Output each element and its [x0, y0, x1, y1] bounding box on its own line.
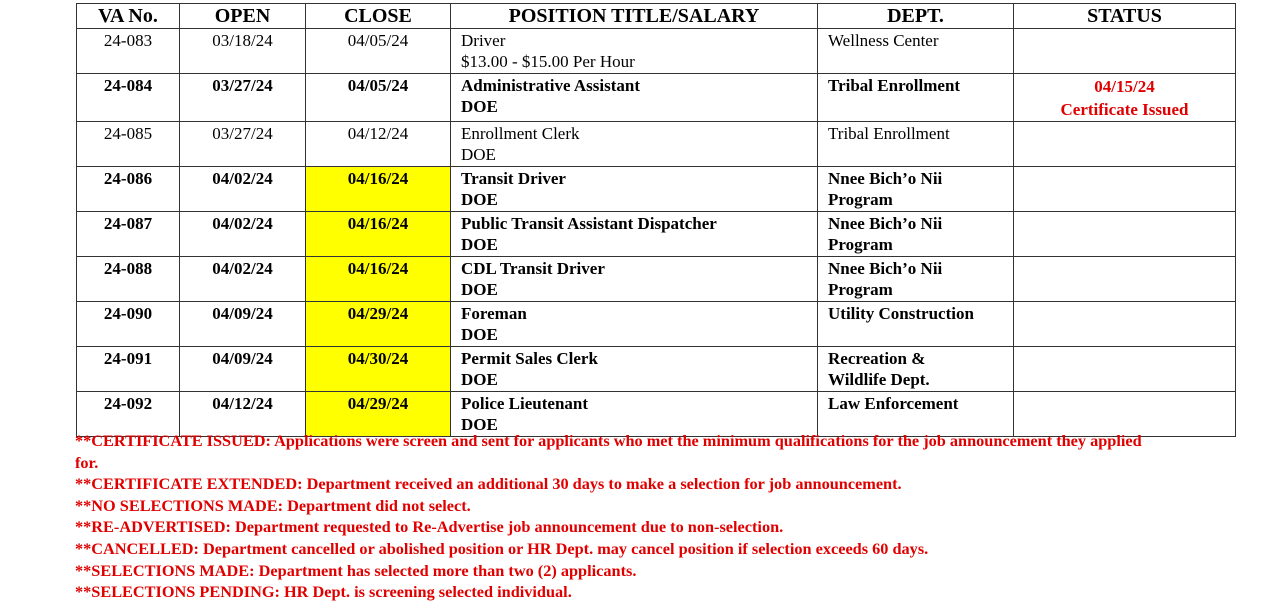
- table-row: [77, 302, 1236, 347]
- table-row: [77, 74, 1236, 122]
- header-status: STATUS: [1014, 4, 1236, 29]
- dept-name-line2: Program: [828, 235, 893, 254]
- position-salary: DOE: [461, 145, 496, 164]
- position-title: CDL Transit Driver: [461, 259, 605, 278]
- position-salary: $13.00 - $15.00 Per Hour: [461, 52, 635, 71]
- header-va-no: VA No.: [77, 4, 180, 29]
- status-cell: [1014, 212, 1236, 257]
- open-date: 04/09/24: [180, 302, 306, 347]
- va-number: 24-090: [77, 302, 180, 347]
- dept-cell: [818, 347, 1014, 392]
- position-salary: DOE: [461, 280, 498, 299]
- table-row: [77, 29, 1236, 74]
- position-title: Foreman: [461, 304, 527, 323]
- va-number: 24-088: [77, 257, 180, 302]
- open-date: 03/27/24: [180, 74, 306, 122]
- table-row: [77, 212, 1236, 257]
- position-salary: DOE: [461, 97, 498, 116]
- position-cell: [451, 122, 818, 167]
- dept-name: Utility Construction: [828, 304, 974, 323]
- position-salary: DOE: [461, 235, 498, 254]
- va-number: 24-083: [77, 29, 180, 74]
- header-open: OPEN: [180, 4, 306, 29]
- dept-name-line2: Program: [828, 280, 893, 299]
- dept-cell: [818, 212, 1014, 257]
- status-cell: [1014, 122, 1236, 167]
- note-selections-made: **SELECTIONS MADE: Department has selected more than two (2) applicants.: [75, 560, 637, 580]
- position-cell: [451, 167, 818, 212]
- dept-cell: [818, 122, 1014, 167]
- va-number: 24-091: [77, 347, 180, 392]
- note-selections-pending: **SELECTIONS PENDING: HR Dept. is screening selected individual.: [75, 582, 572, 602]
- va-number: 24-086: [77, 167, 180, 212]
- dept-cell: [818, 167, 1014, 212]
- status-text: Certificate Issued: [1060, 100, 1189, 119]
- close-date: 04/29/24: [306, 392, 451, 437]
- va-number: 24-085: [77, 122, 180, 167]
- status-date: 04/15/24: [1094, 77, 1155, 96]
- position-salary: DOE: [461, 325, 498, 344]
- dept-name: Tribal Enrollment: [828, 76, 961, 95]
- header-row: [77, 4, 1236, 29]
- open-date: 04/02/24: [180, 257, 306, 302]
- close-date: 04/05/24: [306, 29, 451, 74]
- status-cell: [1014, 29, 1236, 74]
- table-row: [77, 347, 1236, 392]
- position-title: Transit Driver: [461, 169, 566, 188]
- header-position: POSITION TITLE/SALARY: [451, 4, 818, 29]
- position-cell: [451, 257, 818, 302]
- open-date: 04/12/24: [180, 392, 306, 437]
- note-re-advertised: **RE-ADVERTISED: Department requested to Re-Advertise job announcement due to non-selection.: [75, 517, 784, 537]
- table-row: [77, 257, 1236, 302]
- status-cell: [1014, 347, 1236, 392]
- position-title: Enrollment Clerk: [461, 124, 580, 143]
- position-title: Police Lieutenant: [461, 394, 589, 413]
- position-title: Permit Sales Clerk: [461, 349, 598, 368]
- close-date: 04/16/24: [306, 212, 451, 257]
- position-salary: DOE: [461, 415, 498, 434]
- position-salary: DOE: [461, 190, 498, 209]
- position-title: Administrative Assistant: [461, 76, 640, 95]
- note-no-selections: **NO SELECTIONS MADE: Department did not select.: [75, 495, 471, 515]
- note-cancelled: **CANCELLED: Department cancelled or abolished position or HR Dept. may cancel position if selection exceeds 60 days.: [75, 538, 929, 558]
- note-certificate-issued: **CERTIFICATE ISSUED: Applications were screen and sent for applicants who met the minimum qualifications for the job announcement they applied for.: [75, 431, 1142, 472]
- open-date: 04/02/24: [180, 167, 306, 212]
- dept-name: Wellness Center: [828, 31, 939, 50]
- position-cell: [451, 29, 818, 74]
- dept-name: Recreation &: [828, 349, 926, 368]
- table-row: [77, 167, 1236, 212]
- dept-cell: [818, 302, 1014, 347]
- dept-name: Nnee Bich’o Nii: [828, 259, 943, 278]
- position-salary: DOE: [461, 370, 498, 389]
- status-legend: [75, 430, 1155, 603]
- status-cell: [1014, 302, 1236, 347]
- open-date: 03/18/24: [180, 29, 306, 74]
- position-title: Public Transit Assistant Dispatcher: [461, 214, 717, 233]
- va-number: 24-092: [77, 392, 180, 437]
- position-cell: [451, 347, 818, 392]
- status-cell: [1014, 74, 1236, 122]
- dept-name-line2: Wildlife Dept.: [828, 370, 930, 389]
- close-date: 04/16/24: [306, 167, 451, 212]
- close-date: 04/12/24: [306, 122, 451, 167]
- header-close: CLOSE: [306, 4, 451, 29]
- dept-name: Tribal Enrollment: [828, 124, 950, 143]
- note-certificate-extended: **CERTIFICATE EXTENDED: Department received an additional 30 days to make a selection for job announcement.: [75, 474, 902, 494]
- position-cell: [451, 74, 818, 122]
- dept-name: Nnee Bich’o Nii: [828, 169, 943, 188]
- close-date: 04/29/24: [306, 302, 451, 347]
- vacancy-table: [76, 3, 1236, 437]
- open-date: 04/02/24: [180, 212, 306, 257]
- header-dept: DEPT.: [818, 4, 1014, 29]
- status-cell: [1014, 167, 1236, 212]
- dept-name-line2: Program: [828, 190, 893, 209]
- open-date: 04/09/24: [180, 347, 306, 392]
- position-cell: [451, 212, 818, 257]
- dept-cell: [818, 74, 1014, 122]
- close-date: 04/30/24: [306, 347, 451, 392]
- close-date: 04/05/24: [306, 74, 451, 122]
- dept-cell: [818, 257, 1014, 302]
- dept-cell: [818, 29, 1014, 74]
- va-number: 24-087: [77, 212, 180, 257]
- table-row: [77, 122, 1236, 167]
- status-cell: [1014, 257, 1236, 302]
- close-date: 04/16/24: [306, 257, 451, 302]
- position-title: Driver: [461, 31, 506, 50]
- position-cell: [451, 302, 818, 347]
- open-date: 03/27/24: [180, 122, 306, 167]
- va-number: 24-084: [77, 74, 180, 122]
- dept-name: Law Enforcement: [828, 394, 959, 413]
- dept-name: Nnee Bich’o Nii: [828, 214, 943, 233]
